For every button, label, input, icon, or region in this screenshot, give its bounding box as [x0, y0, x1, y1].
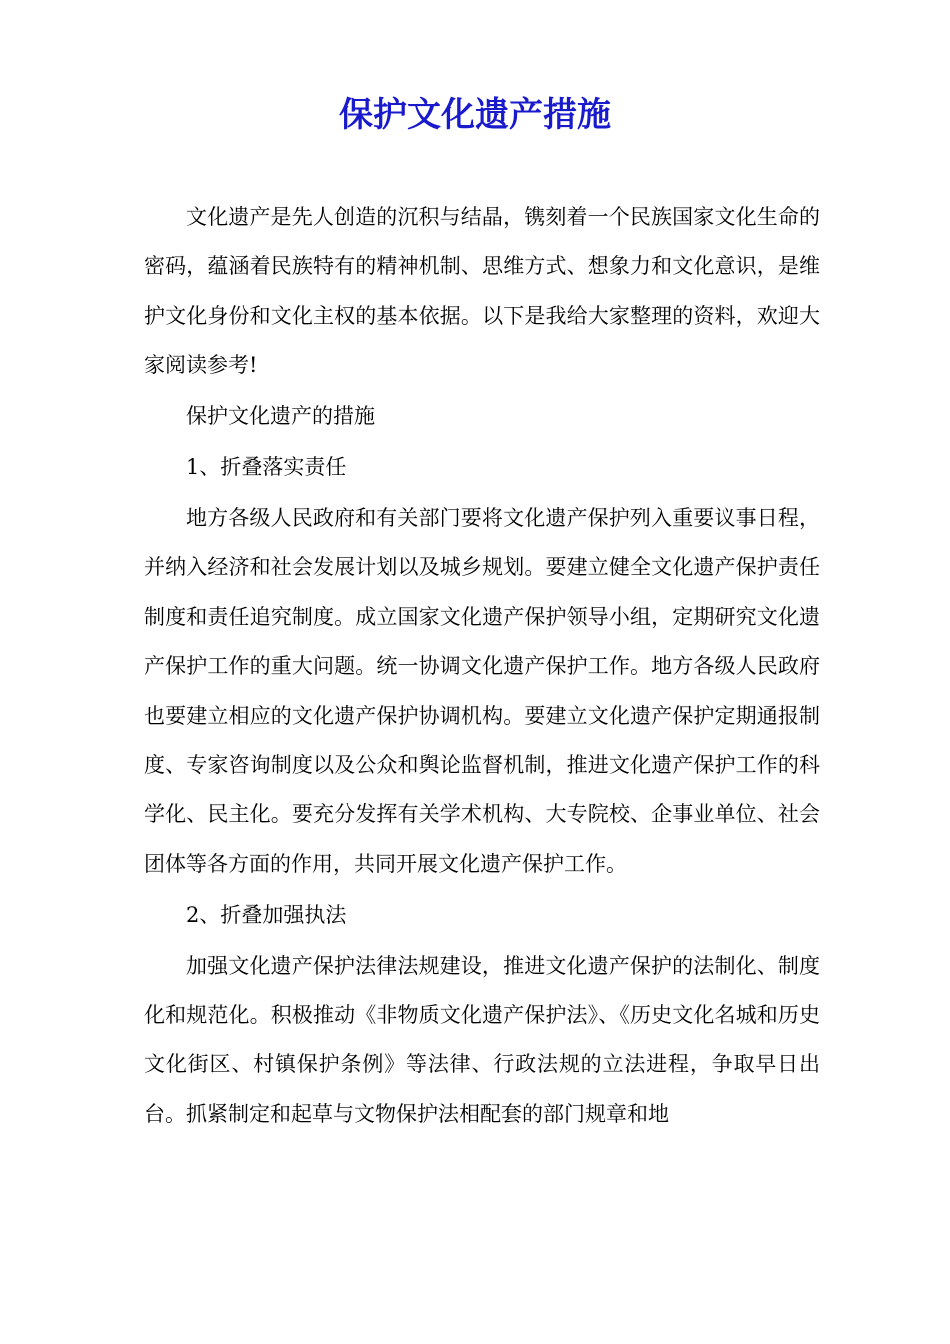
subheading-enforcement: 2、折叠加强执法 [186, 902, 347, 927]
paragraph-intro: 文化遗产是先人创造的沉积与结晶，镌刻着一个民族国家文化生命的密码，蕴涵着民族特有的精神机制、思维方式、想象力和文化意识，是维护文化身份和文化主权的基本依据。以下是我给大家整理的资料，欢迎大家阅读参考! [144, 205, 820, 378]
paragraph-responsibility: 地方各级人民政府和有关部门要将文化遗产保护列入重要议事日程，并纳入经济和社会发展计划以及城乡规划。要建立健全文化遗产保护责任制度和责任追究制度。成立国家文化遗产保护领导小组，定期研究文化遗产保护工作的重大问题。统一协调文化遗产保护工作。地方各级人民政府也要建立相应的文化遗产保护协调机构。要建立文化遗产保护定期通报制度、专家咨询制度以及公众和舆论监督机制，推进文化遗产保护工作的科学化、民主化。要充分发挥有关学术机构、大专院校、企事业单位、社会团体等各方面的作用，共同开展文化遗产保护工作。 [144, 505, 820, 876]
document-body [144, 193, 820, 1141]
document-title: 保护文化遗产措施 [339, 95, 611, 135]
paragraph-enforcement: 加强文化遗产保护法律法规建设，推进文化遗产保护的法制化、制度化和规范化。积极推动《非物质文化遗产保护法》、《历史文化名城和历史文化街区、村镇保护条例》等法律、行政法规的立法进程，争取早日出台。抓紧制定和起草与文物保护法相配套的部门规章和地 [144, 953, 820, 1126]
section-heading-measures: 保护文化遗产的措施 [186, 404, 375, 429]
subheading-responsibility: 1、折叠落实责任 [186, 455, 347, 480]
